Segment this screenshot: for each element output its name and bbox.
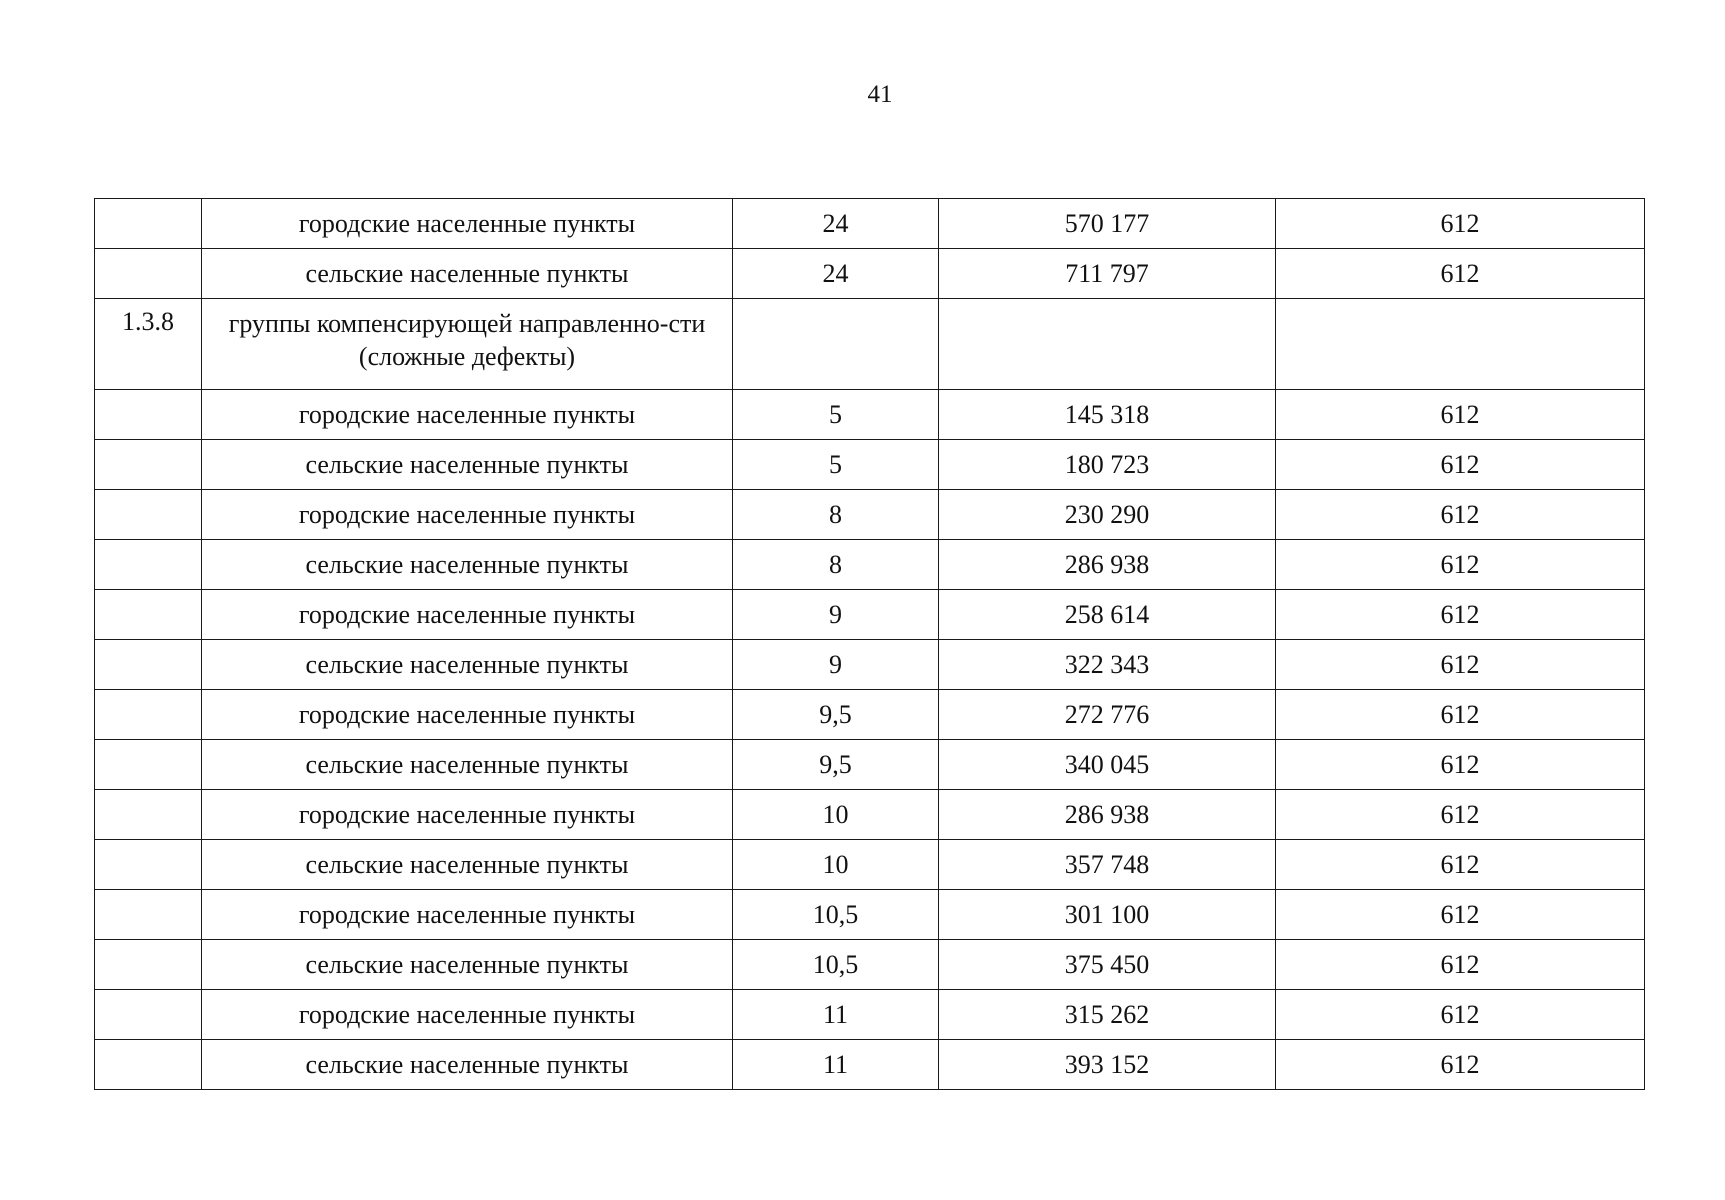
- value-cell-b: 393 152: [939, 1040, 1276, 1090]
- table-row: [95, 1040, 1645, 1090]
- table-row: [95, 740, 1645, 790]
- value-cell-a: 8: [733, 540, 939, 590]
- value-cell-b: 340 045: [939, 740, 1276, 790]
- table-row: [95, 490, 1645, 540]
- table-row: [95, 990, 1645, 1040]
- row-number-cell: [95, 990, 202, 1040]
- value-cell-b: 180 723: [939, 440, 1276, 490]
- value-cell-c: [1276, 299, 1645, 390]
- value-cell-b: 375 450: [939, 940, 1276, 990]
- row-number-cell: [95, 199, 202, 249]
- value-cell-a: 9: [733, 640, 939, 690]
- value-cell-b: [939, 299, 1276, 390]
- row-name-cell: сельские населенные пункты: [202, 940, 733, 990]
- table-row: [95, 540, 1645, 590]
- value-cell-c: 612: [1276, 590, 1645, 640]
- table-row: [95, 390, 1645, 440]
- row-name-cell: сельские населенные пункты: [202, 540, 733, 590]
- value-cell-c: 612: [1276, 890, 1645, 940]
- row-name-cell: городские населенные пункты: [202, 790, 733, 840]
- row-name-cell: сельские населенные пункты: [202, 740, 733, 790]
- value-cell-a: 9,5: [733, 740, 939, 790]
- value-cell-a: 11: [733, 1040, 939, 1090]
- row-name-cell: сельские населенные пункты: [202, 640, 733, 690]
- value-cell-b: 357 748: [939, 840, 1276, 890]
- value-cell-c: 612: [1276, 249, 1645, 299]
- value-cell-c: 612: [1276, 740, 1645, 790]
- row-number-cell: [95, 490, 202, 540]
- value-cell-c: 612: [1276, 540, 1645, 590]
- row-name-cell: сельские населенные пункты: [202, 249, 733, 299]
- row-name-cell: городские населенные пункты: [202, 490, 733, 540]
- value-cell-a: 8: [733, 490, 939, 540]
- value-cell-c: 612: [1276, 790, 1645, 840]
- row-name-cell: сельские населенные пункты: [202, 440, 733, 490]
- row-number-cell: [95, 249, 202, 299]
- row-number-cell: [95, 690, 202, 740]
- value-cell-a: [733, 299, 939, 390]
- value-cell-c: 612: [1276, 990, 1645, 1040]
- row-number-cell: 1.3.8: [95, 299, 202, 390]
- row-number-cell: [95, 390, 202, 440]
- row-name-cell: городские населенные пункты: [202, 590, 733, 640]
- row-number-cell: [95, 640, 202, 690]
- data-table: [94, 198, 1645, 1090]
- value-cell-b: 286 938: [939, 540, 1276, 590]
- value-cell-b: 145 318: [939, 390, 1276, 440]
- row-name-cell: сельские населенные пункты: [202, 840, 733, 890]
- section-header-row: [95, 299, 1645, 390]
- value-cell-c: 612: [1276, 199, 1645, 249]
- row-number-cell: [95, 940, 202, 990]
- row-number-cell: [95, 840, 202, 890]
- table-row: [95, 940, 1645, 990]
- value-cell-b: 315 262: [939, 990, 1276, 1040]
- value-cell-c: 612: [1276, 840, 1645, 890]
- row-name-cell: городские населенные пункты: [202, 690, 733, 740]
- value-cell-c: 612: [1276, 490, 1645, 540]
- table-row: [95, 590, 1645, 640]
- value-cell-a: 10: [733, 840, 939, 890]
- value-cell-c: 612: [1276, 390, 1645, 440]
- value-cell-a: 11: [733, 990, 939, 1040]
- value-cell-b: 570 177: [939, 199, 1276, 249]
- row-number-cell: [95, 1040, 202, 1090]
- row-number-cell: [95, 440, 202, 490]
- table-row: [95, 890, 1645, 940]
- table-row: [95, 249, 1645, 299]
- row-number-cell: [95, 590, 202, 640]
- value-cell-a: 10,5: [733, 940, 939, 990]
- value-cell-b: 272 776: [939, 690, 1276, 740]
- value-cell-a: 5: [733, 440, 939, 490]
- value-cell-a: 10: [733, 790, 939, 840]
- value-cell-a: 9,5: [733, 690, 939, 740]
- value-cell-b: 286 938: [939, 790, 1276, 840]
- row-name-cell: группы компенсирующей направленно-сти (сложные дефекты): [202, 299, 733, 390]
- value-cell-b: 258 614: [939, 590, 1276, 640]
- value-cell-c: 612: [1276, 440, 1645, 490]
- value-cell-b: 230 290: [939, 490, 1276, 540]
- row-number-cell: [95, 790, 202, 840]
- row-number-cell: [95, 740, 202, 790]
- page-number: 41: [867, 81, 893, 108]
- value-cell-b: 301 100: [939, 890, 1276, 940]
- row-name-cell: городские населенные пункты: [202, 199, 733, 249]
- value-cell-a: 24: [733, 199, 939, 249]
- row-name-cell: городские населенные пункты: [202, 990, 733, 1040]
- value-cell-a: 24: [733, 249, 939, 299]
- value-cell-b: 322 343: [939, 640, 1276, 690]
- value-cell-b: 711 797: [939, 249, 1276, 299]
- value-cell-c: 612: [1276, 640, 1645, 690]
- table-row: [95, 440, 1645, 490]
- value-cell-a: 5: [733, 390, 939, 440]
- row-name-cell: городские населенные пункты: [202, 390, 733, 440]
- row-number-cell: [95, 540, 202, 590]
- value-cell-a: 9: [733, 590, 939, 640]
- table-row: [95, 840, 1645, 890]
- value-cell-a: 10,5: [733, 890, 939, 940]
- row-name-cell: городские населенные пункты: [202, 890, 733, 940]
- table-row: [95, 199, 1645, 249]
- row-name-cell: сельские населенные пункты: [202, 1040, 733, 1090]
- table-row: [95, 640, 1645, 690]
- value-cell-c: 612: [1276, 940, 1645, 990]
- value-cell-c: 612: [1276, 690, 1645, 740]
- table-row: [95, 690, 1645, 740]
- row-number-cell: [95, 890, 202, 940]
- table-row: [95, 790, 1645, 840]
- value-cell-c: 612: [1276, 1040, 1645, 1090]
